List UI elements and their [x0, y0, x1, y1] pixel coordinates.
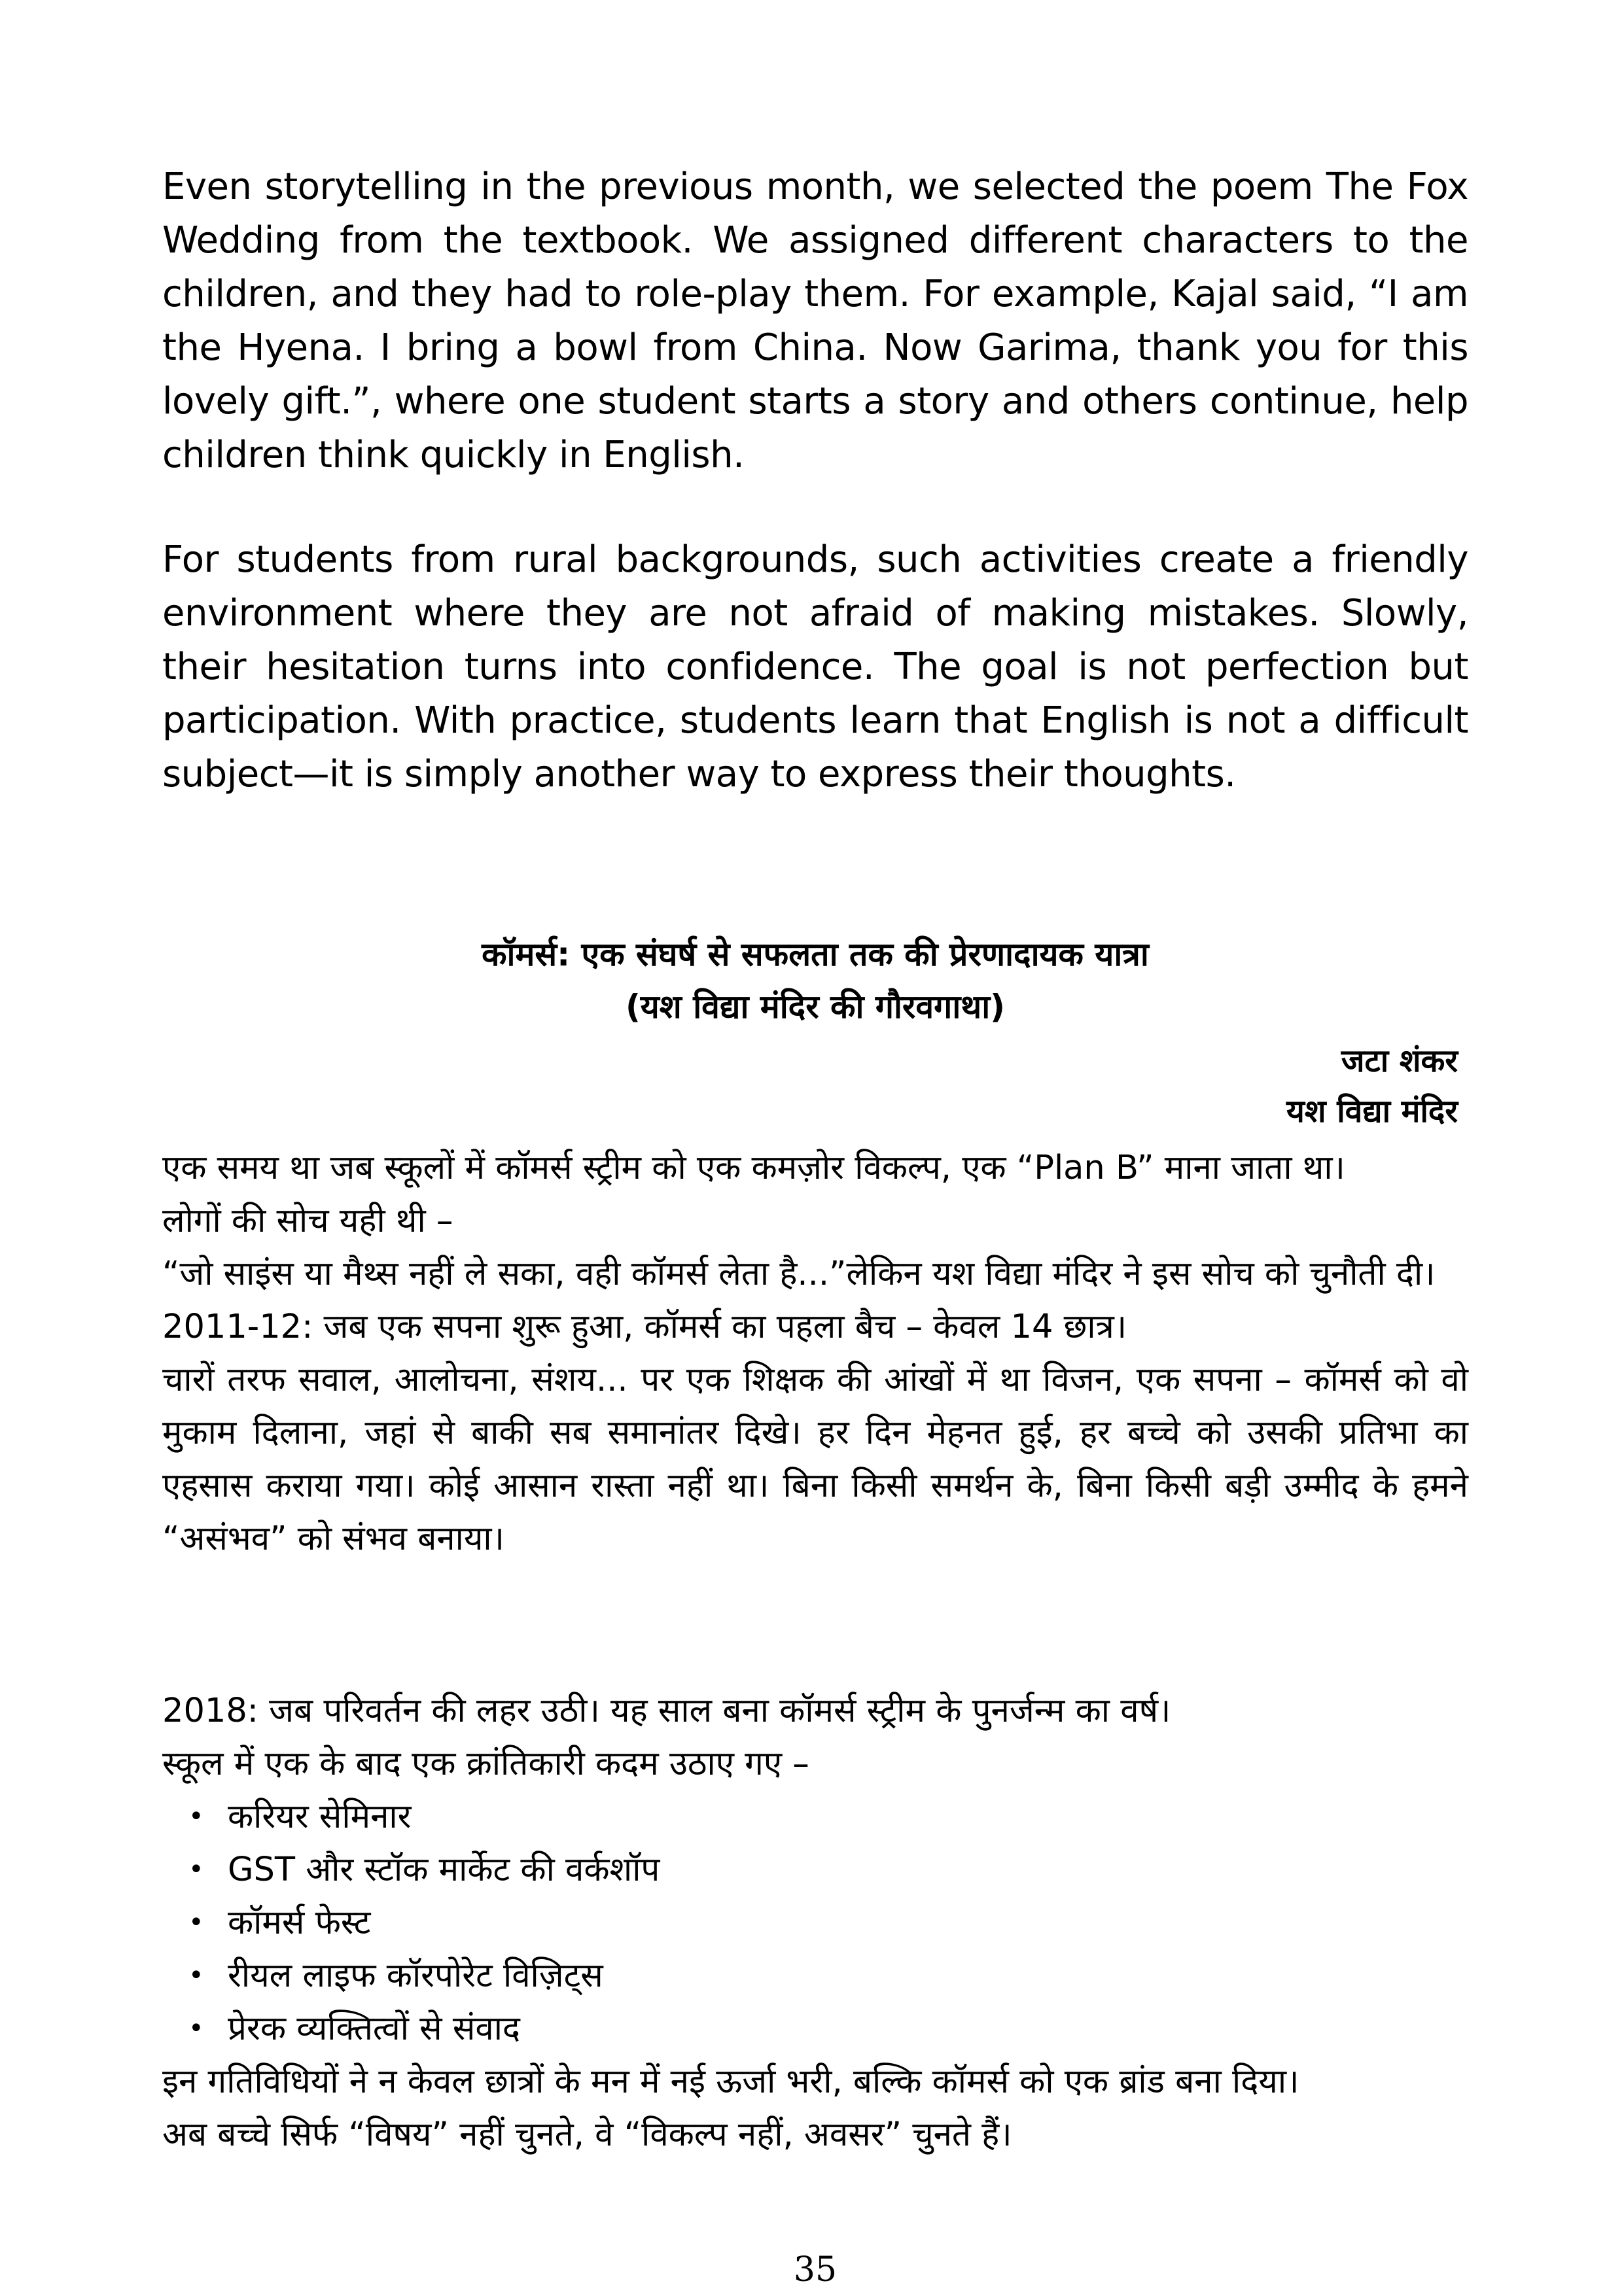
bullet-icon: •: [188, 2013, 204, 2044]
body-line: अब बच्चे सिर्फ “विषय” नहीं चुनते, वे “विकल्प नहीं, अवसर” चुनते हैं।: [162, 2115, 1012, 2154]
article-2018-section: [162, 1684, 1468, 2161]
bullet-icon: •: [188, 1960, 204, 1991]
list-item: [162, 2002, 1468, 2055]
english-paragraph: Even storytelling in the previous month, we selected the poem The Fox Wedding from the textbook. We assigned different characters to the children, and they had to role-play them. For example, Kajal said, “I am the Hyena. I bring a bowl from China. Now Garima, thank you for this lovely gift.”, where one student starts a story and others continue, help children think quickly in English.: [162, 165, 1468, 476]
english-paragraph: For students from rural backgrounds, such activities create a friendly environment where they are not afraid of making mistakes. Slowly, their hesitation turns into confidence. The goal is not perfection but participation. With practice, students learn that English is not a difficult subject—it is simply another way to express their thoughts.: [162, 538, 1468, 795]
body-line: इन गतिविधियों ने न केवल छात्रों के मन में नई ऊर्जा भरी, बल्कि कॉमर्स को एक ब्रांड बना दिया।: [162, 2062, 1299, 2101]
list-item: [162, 1843, 1468, 1896]
list-item-text: GST और स्टॉक मार्केट की वर्कशॉप: [228, 1851, 660, 1889]
list-item-text: प्रेरक व्यक्तित्वों से संवाद: [228, 2009, 520, 2048]
list-item: [162, 1896, 1468, 1949]
body-line: स्कूल में एक के बाद एक क्रांतिकारी कदम उठाए गए –: [162, 1745, 809, 1783]
list-item-text: कॉमर्स फेस्ट: [228, 1904, 371, 1942]
article-subtitle: (यश विद्या मंदिर की गौरवगाथा): [625, 988, 1006, 1026]
article-title: कॉमर्स: एक संघर्ष से सफलता तक की प्रेरणादायक यात्रा: [482, 935, 1149, 973]
body-line: “जो साइंस या मैथ्स नहीं ले सका, वही कॉमर्स लेता है...”लेकिन यश विद्या मंदिर ने इस सोच को चुनौती दी।: [162, 1255, 1436, 1293]
list-item-text: रीयल लाइफ कॉरपोरेट विज़िट्स: [228, 1957, 603, 1995]
article-intro-section: [162, 1141, 1468, 1565]
bullet-icon: •: [188, 1854, 204, 1885]
document-page: [162, 0, 1468, 2296]
page-number: 35: [793, 2250, 838, 2289]
body-line: एक समय था जब स्कूलों में कॉमर्स स्ट्रीम को एक कमज़ोर विकल्प, एक “Plan B” माना जाता था।: [162, 1149, 1345, 1187]
author-school: यश विद्या मंदिर: [1286, 1093, 1458, 1130]
body-line: 2011-12: जब एक सपना शुरू हुआ, कॉमर्स का पहला बैच – केवल 14 छात्र।: [162, 1308, 1127, 1346]
list-item: [162, 1949, 1468, 2002]
bullet-icon: •: [188, 1801, 204, 1832]
body-line: 2018: जब परिवर्तन की लहर उठी। यह साल बना कॉमर्स स्ट्रीम के पुनर्जन्म का वर्ष।: [162, 1692, 1171, 1730]
body-line: लोगों की सोच यही थी –: [162, 1202, 453, 1240]
body-line: चारों तरफ सवाल, आलोचना, संशय... पर एक शिक्षक की आंखों में था विजन, एक सपना – कॉमर्स को वो मुकाम दिलाना, जहां से बाकी सब समानांतर दिखे। हर दिन मेहनत हुई, हर बच्चे को उसकी प्रतिभा का एहसास कराया गया। कोई आसान रास्ता नहीं था। बिना किसी समर्थन के, बिना किसी बड़ी उम्मीद के हमने “असंभव” को संभव बनाया।: [162, 1361, 1468, 1558]
author-name: जटा शंकर: [1341, 1043, 1458, 1079]
initiatives-list: [162, 1790, 1468, 2055]
list-item: [162, 1790, 1468, 1843]
list-item-text: करियर सेमिनार: [228, 1798, 412, 1836]
bullet-icon: •: [188, 1907, 204, 1938]
